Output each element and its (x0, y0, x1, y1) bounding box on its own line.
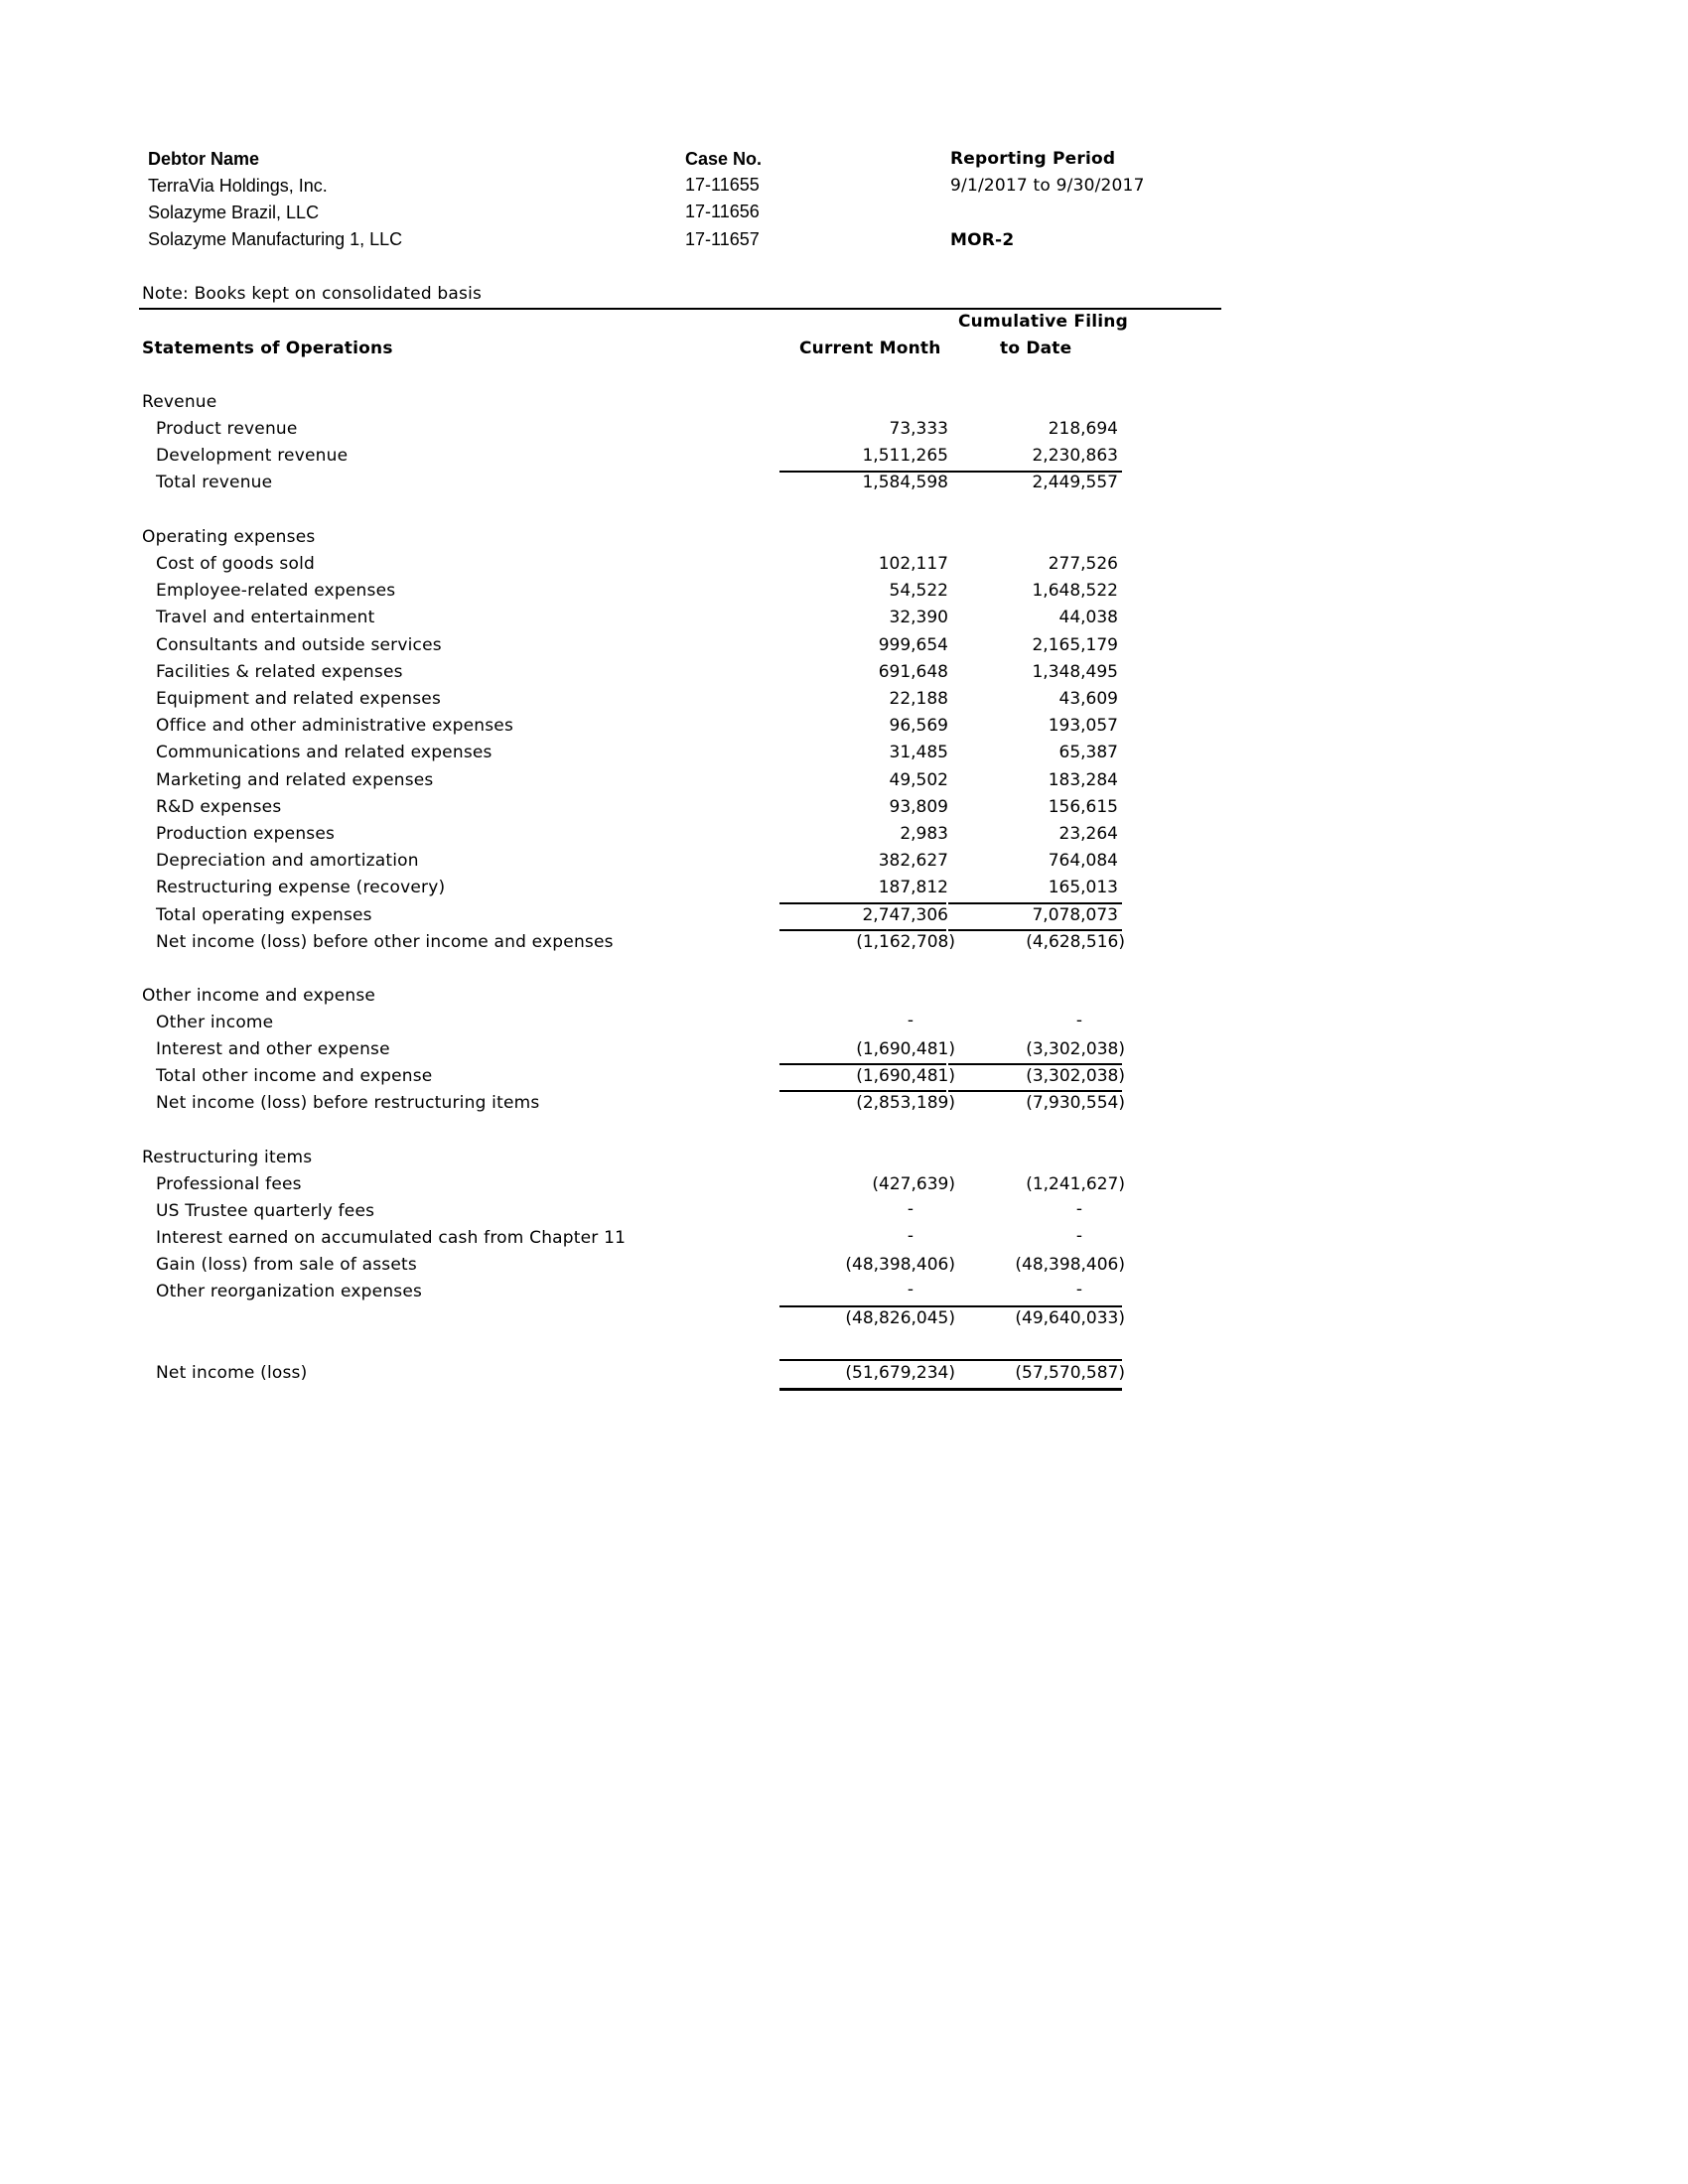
rule-net-income-double-underline (779, 1388, 1122, 1391)
case-no-1: 17-11655 (685, 175, 760, 195)
row-cumulative-communications: 65,387 (1058, 743, 1118, 762)
row-current-depreciation: 382,627 (878, 851, 948, 871)
row-cumulative-restructuring-total: (49,640,033) (1015, 1308, 1125, 1328)
rule-net-before-restructuring-current (779, 1090, 946, 1092)
debtor-name-2: Solazyme Brazil, LLC (148, 203, 320, 222)
row-current-interest-earned: - (907, 1226, 914, 1246)
row-cumulative-product-revenue: 218,694 (1048, 419, 1118, 439)
row-current-restructuring-total: (48,826,045) (845, 1308, 955, 1328)
row-current-other-income: - (907, 1011, 914, 1030)
row-cumulative-rnd: 156,615 (1048, 797, 1118, 817)
row-cumulative-development-revenue: 2,230,863 (1032, 446, 1118, 466)
reporting-period-value: 9/1/2017 to 9/30/2017 (950, 176, 1145, 196)
statement-title: Statements of Operations (142, 339, 393, 358)
row-label-communications: Communications and related expenses (156, 743, 492, 762)
rule-net-before-other-current (779, 929, 946, 931)
row-current-development-revenue: 1,511,265 (862, 446, 948, 466)
row-label-total-revenue: Total revenue (156, 473, 273, 492)
section-revenue: Revenue (142, 392, 217, 412)
row-current-total-revenue: 1,584,598 (862, 473, 948, 492)
row-cumulative-net-before-other: (4,628,516) (1026, 932, 1125, 952)
debtor-name-label: Debtor Name (148, 149, 260, 169)
row-label-facilities: Facilities & related expenses (156, 662, 403, 682)
row-cumulative-production: 23,264 (1058, 824, 1118, 844)
row-current-gain-loss-assets: (48,398,406) (845, 1255, 955, 1275)
row-cumulative-cogs: 277,526 (1048, 554, 1118, 574)
row-current-total-operating: 2,747,306 (862, 905, 948, 925)
col-current-month: Current Month (799, 339, 941, 358)
row-label-gain-loss-assets: Gain (loss) from sale of assets (156, 1255, 417, 1275)
row-label-total-other: Total other income and expense (156, 1066, 433, 1086)
row-label-rnd: R&D expenses (156, 797, 282, 817)
row-label-interest-earned: Interest earned on accumulated cash from Chapter 11 (156, 1228, 627, 1248)
rule-net-before-restructuring-cumulative (948, 1090, 1122, 1092)
row-label-development-revenue: Development revenue (156, 446, 349, 466)
row-cumulative-travel: 44,038 (1058, 608, 1118, 627)
row-current-interest: (1,690,481) (856, 1039, 955, 1059)
row-cumulative-other-income: - (1075, 1011, 1082, 1030)
row-cumulative-trustee-fees: - (1075, 1199, 1082, 1219)
row-cumulative-net-before-restructuring: (7,930,554) (1026, 1093, 1125, 1113)
row-label-restructuring-expense: Restructuring expense (recovery) (156, 878, 446, 897)
row-current-facilities: 691,648 (878, 662, 948, 682)
row-cumulative-total-operating: 7,078,073 (1032, 905, 1118, 925)
row-cumulative-employee: 1,648,522 (1032, 581, 1118, 601)
reporting-period-label: Reporting Period (950, 149, 1116, 169)
row-current-restructuring-expense: 187,812 (878, 878, 948, 897)
row-current-production: 2,983 (900, 824, 948, 844)
col-cumulative-line2: to Date (1000, 339, 1072, 358)
row-current-net-income: (51,679,234) (845, 1363, 955, 1383)
row-label-employee: Employee-related expenses (156, 581, 396, 601)
row-label-depreciation: Depreciation and amortization (156, 851, 419, 871)
debtor-name-3: Solazyme Manufacturing 1, LLC (148, 229, 403, 249)
rule-restructuring-total (779, 1305, 1122, 1307)
row-cumulative-other-reorg: - (1075, 1280, 1082, 1299)
rule-total-operating-cumulative (948, 902, 1122, 904)
row-current-net-before-other: (1,162,708) (856, 932, 955, 952)
row-label-travel: Travel and entertainment (156, 608, 375, 627)
row-current-product-revenue: 73,333 (889, 419, 948, 439)
form-id: MOR-2 (950, 230, 1015, 250)
row-cumulative-marketing: 183,284 (1048, 770, 1118, 790)
row-cumulative-interest: (3,302,038) (1026, 1039, 1125, 1059)
row-cumulative-depreciation: 764,084 (1048, 851, 1118, 871)
row-label-trustee-fees: US Trustee quarterly fees (156, 1201, 375, 1221)
row-current-consultants: 999,654 (878, 635, 948, 655)
section-operating-expenses: Operating expenses (142, 527, 316, 547)
rule-total-other-cumulative (948, 1063, 1122, 1065)
row-cumulative-net-income: (57,570,587) (1015, 1363, 1125, 1383)
row-current-travel: 32,390 (889, 608, 948, 627)
row-label-other-reorg: Other reorganization expenses (156, 1282, 423, 1301)
note-consolidated: Note: Books kept on consolidated basis (142, 284, 483, 304)
row-current-other-reorg: - (907, 1280, 914, 1299)
row-cumulative-facilities: 1,348,495 (1032, 662, 1118, 682)
row-current-total-other: (1,690,481) (856, 1066, 955, 1086)
row-label-product-revenue: Product revenue (156, 419, 298, 439)
row-label-net-before-restructuring: Net income (loss) before restructuring items (156, 1093, 540, 1113)
row-label-professional-fees: Professional fees (156, 1174, 302, 1194)
row-current-employee: 54,522 (889, 581, 948, 601)
row-current-trustee-fees: - (907, 1199, 914, 1219)
row-label-production: Production expenses (156, 824, 336, 844)
row-label-net-income: Net income (loss) (156, 1363, 308, 1383)
row-cumulative-interest-earned: - (1075, 1226, 1082, 1246)
row-label-cogs: Cost of goods sold (156, 554, 316, 574)
row-current-net-before-restructuring: (2,853,189) (856, 1093, 955, 1113)
row-current-rnd: 93,809 (889, 797, 948, 817)
header-divider (139, 308, 1221, 310)
row-label-consultants: Consultants and outside services (156, 635, 442, 655)
rule-total-operating-current (779, 902, 946, 904)
row-current-marketing: 49,502 (889, 770, 948, 790)
rule-net-before-other-cumulative (948, 929, 1122, 931)
row-cumulative-equipment: 43,609 (1058, 689, 1118, 709)
row-label-interest: Interest and other expense (156, 1039, 390, 1059)
row-label-other-income: Other income (156, 1013, 274, 1032)
row-label-marketing: Marketing and related expenses (156, 770, 434, 790)
col-cumulative-line1: Cumulative Filing (958, 312, 1128, 332)
row-cumulative-total-revenue: 2,449,557 (1032, 473, 1118, 492)
row-cumulative-professional-fees: (1,241,627) (1026, 1174, 1125, 1194)
case-no-2: 17-11656 (685, 202, 760, 221)
row-cumulative-consultants: 2,165,179 (1032, 635, 1118, 655)
row-label-net-before-other: Net income (loss) before other income and expenses (156, 932, 614, 952)
row-current-equipment: 22,188 (889, 689, 948, 709)
section-restructuring-items: Restructuring items (142, 1148, 313, 1167)
row-current-office: 96,569 (889, 716, 948, 736)
case-no-3: 17-11657 (685, 229, 760, 249)
row-current-professional-fees: (427,639) (872, 1174, 955, 1194)
section-other-income: Other income and expense (142, 986, 376, 1006)
case-no-label: Case No. (685, 149, 763, 169)
row-label-equipment: Equipment and related expenses (156, 689, 442, 709)
row-cumulative-office: 193,057 (1048, 716, 1118, 736)
row-cumulative-restructuring-expense: 165,013 (1048, 878, 1118, 897)
row-label-office: Office and other administrative expenses (156, 716, 514, 736)
row-cumulative-total-other: (3,302,038) (1026, 1066, 1125, 1086)
row-cumulative-gain-loss-assets: (48,398,406) (1015, 1255, 1125, 1275)
rule-net-income-top (779, 1359, 1122, 1361)
debtor-name-1: TerraVia Holdings, Inc. (148, 176, 328, 196)
row-current-cogs: 102,117 (878, 554, 948, 574)
rule-total-other-current (779, 1063, 946, 1065)
row-current-communications: 31,485 (889, 743, 948, 762)
row-label-total-operating: Total operating expenses (156, 905, 372, 925)
